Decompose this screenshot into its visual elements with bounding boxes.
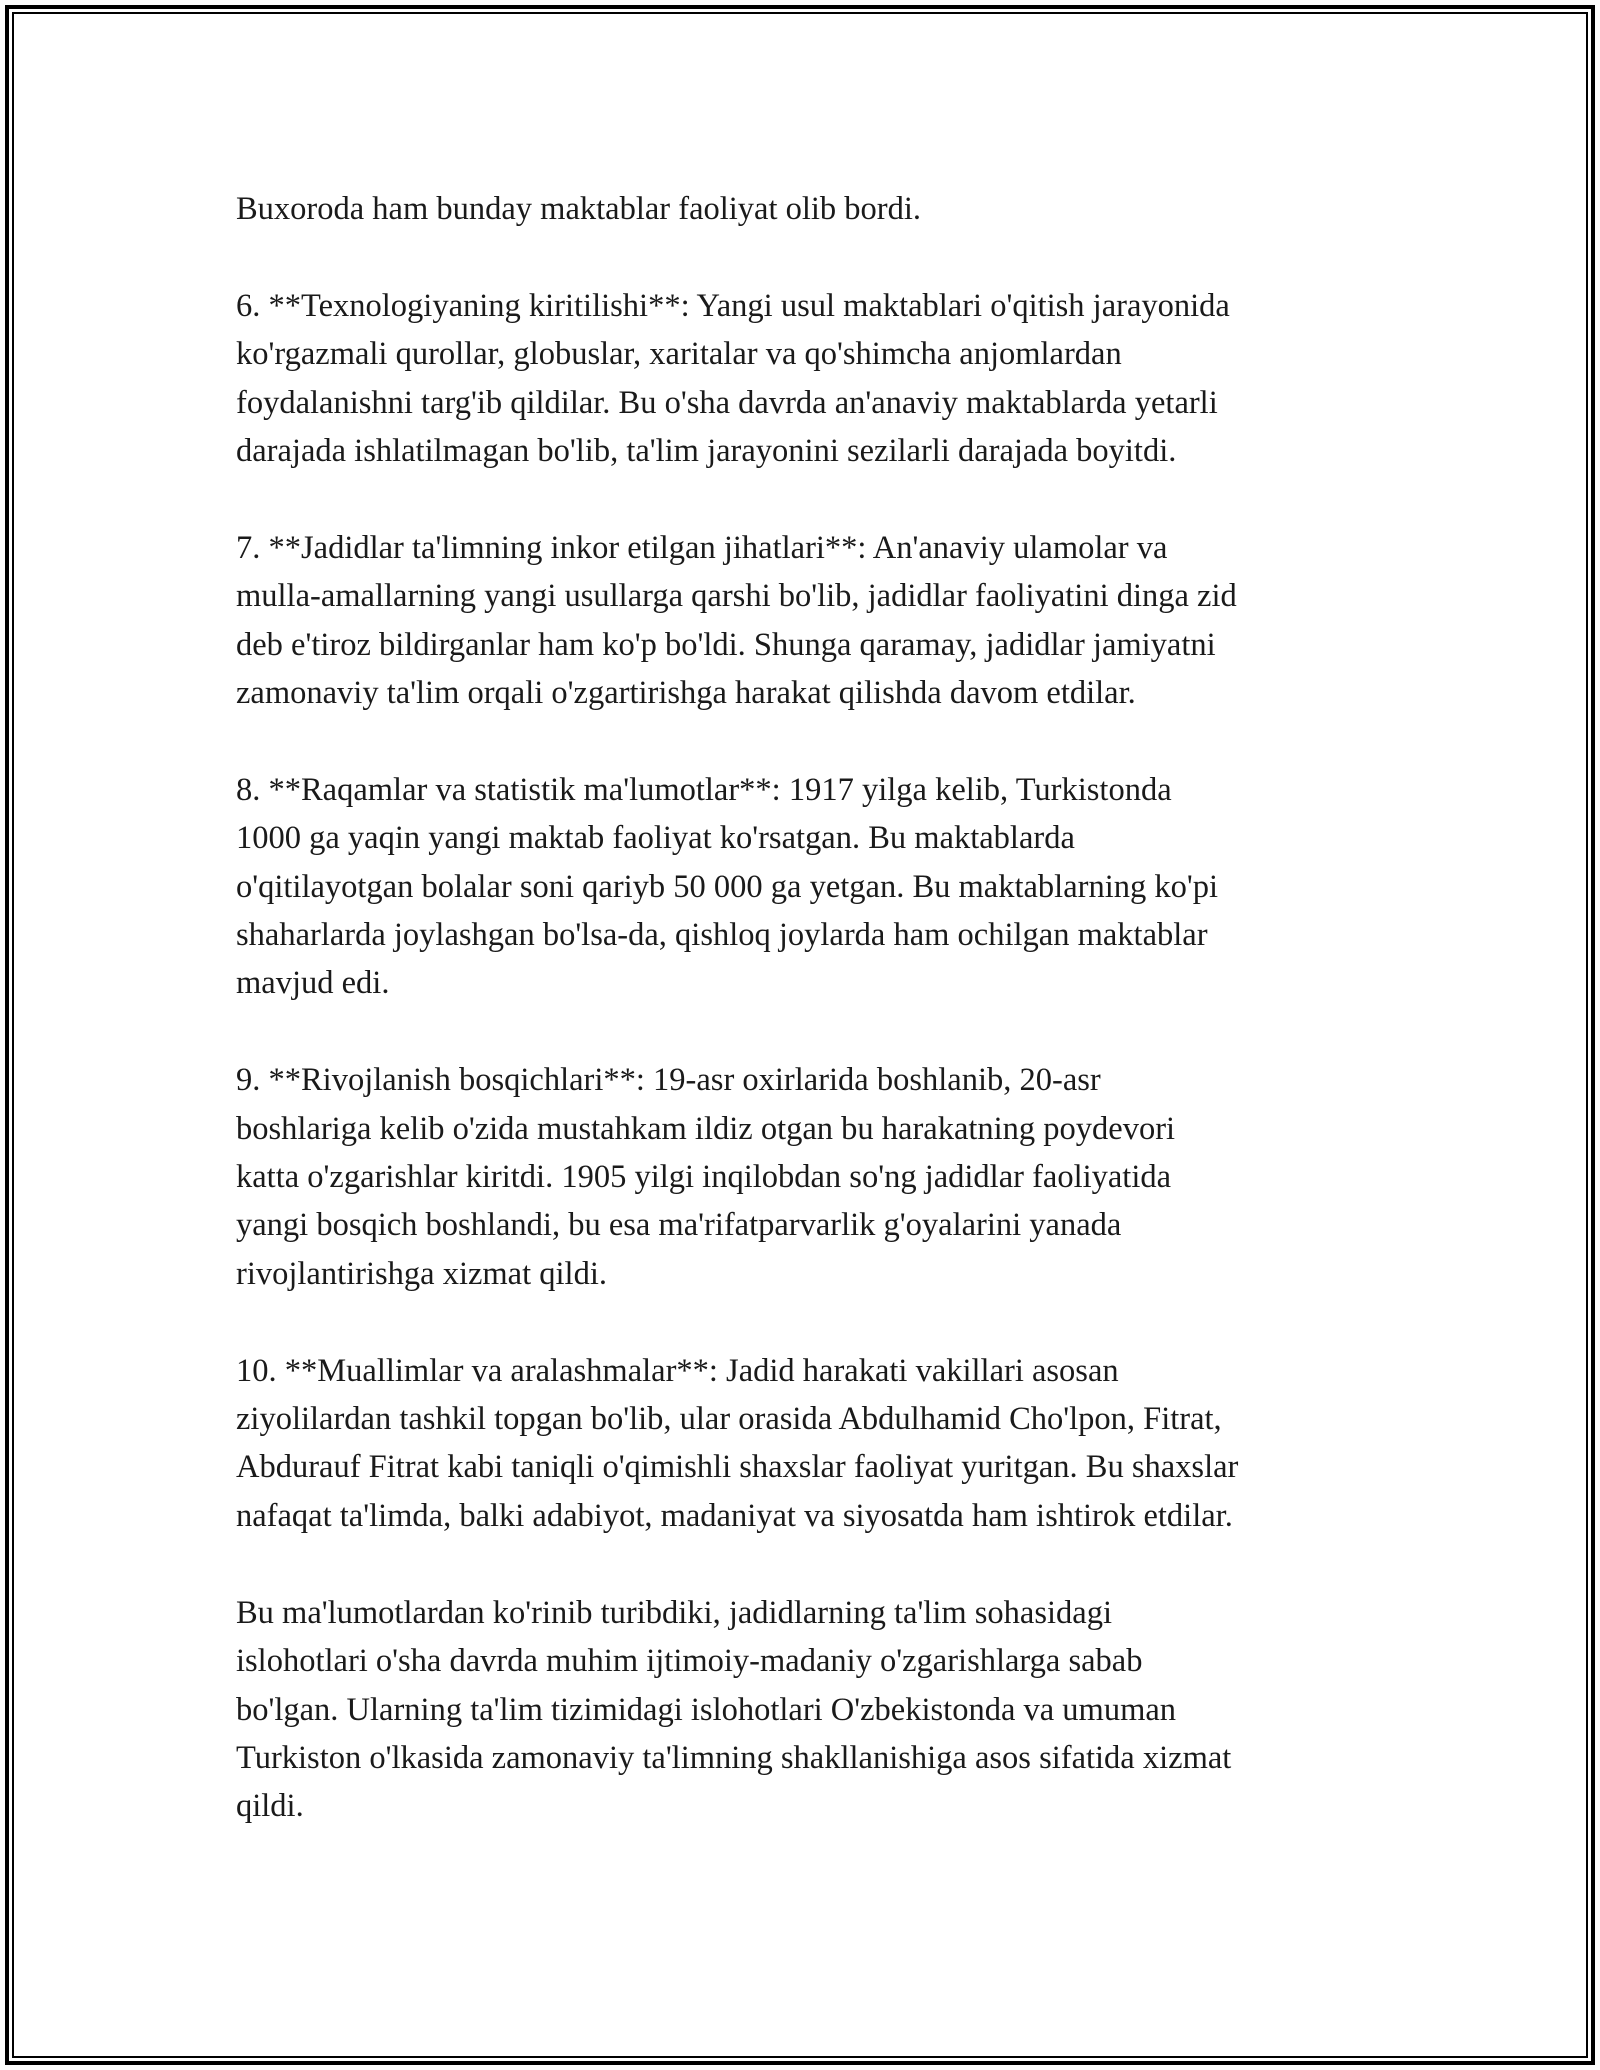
paragraph-intro-continuation: Buxoroda ham bunday maktablar faoliyat olib bordi. <box>236 191 922 227</box>
paragraph-item-7: 7. **Jadidlar ta'limning inkor etilgan jihatlari**: An'anaviy ulamolar va mulla-amallarning yangi usullarga qarshi bo'lib, jadidlar faoliyatini dinga zid deb e'tiroz bildirganlar ham ko'p bo'ldi. Shunga qaramay, jadidlar jamiyatni zamonaviy ta'lim orqali o'zgartirishga harakat qilishda davom etdilar. <box>236 529 1237 712</box>
paragraph-item-10: 10. **Muallimlar va aralashmalar**: Jadid harakati vakillari asosan ziyolilardan tashkil topgan bo'lib, ular orasida Abdulhamid Cho'lpon, Fitrat, Abdurauf Fitrat kabi taniqli o'qimishli shaxslar faoliyat yuritgan. Bu shaxslar nafaqat ta'limda, balki adabiyot, madaniyat va siyosatda ham ishtirok etdilar. <box>236 1352 1239 1534</box>
paragraph-item-6: 6. **Texnologiyaning kiritilishi**: Yangi usul maktablari o'qitish jarayonida ko'rgazmali qurollar, globuslar, xaritalar va qo'shimcha anjomlardan foydalanishni targ'ib qildilar. Bu o'sha davrda an'anaviy maktablarda yetarli darajada ishlatilmagan bo'lib, ta'lim jarayonini sezilarli darajada boyitdi. <box>236 287 1230 470</box>
paragraph-item-9: 9. **Rivojlanish bosqichlari**: 19-asr oxirlarida boshlanib, 20-asr boshlariga kelib o'zida mustahkam ildiz otgan bu harakatning poydevori katta o'zgarishlar kiritdi. 1905 yilgi inqilobdan so'ng jadidlar faoliyatida yangi bosqich boshlandi, bu esa ma'rifatparvarlik g'oyalarini yanada rivojlantirishga xizmat qildi. <box>236 1062 1176 1292</box>
paragraph-conclusion: Bu ma'lumotlardan ko'rinib turibdiki, jadidlarning ta'lim sohasidagi islohotlari o'sha davrda muhim ijtimoiy-madaniy o'zgarishlarga sabab bo'lgan. Ularning ta'lim tizimidagi islohotlari O'zbekistonda va umuman Turkiston o'lkasida zamonaviy ta'limning shakllanishiga asos sifatida xizmat qildi. <box>236 1594 1232 1825</box>
paragraph-item-8: 8. **Raqamlar va statistik ma'lumotlar**: 1917 yilga kelib, Turkistonda 1000 ga yaqin yangi maktab faoliyat ko'rsatgan. Bu maktablarda o'qitilayotgan bolalar soni qariyb 50 000 ga yetgan. Bu maktablarning ko'pi shaharlarda joylashgan bo'lsa-da, qishloq joylarda ham ochilgan maktablar mavjud edi. <box>236 771 1218 1002</box>
document-body <box>236 185 1376 1879</box>
